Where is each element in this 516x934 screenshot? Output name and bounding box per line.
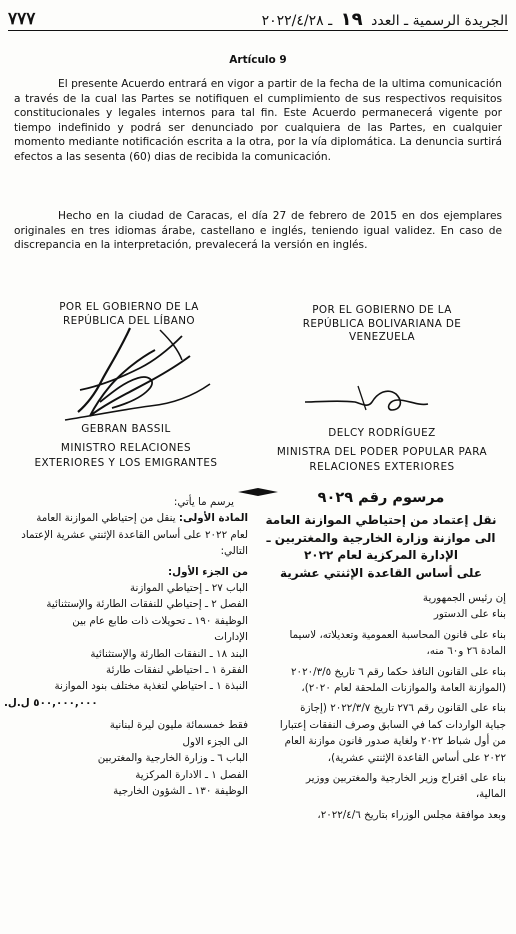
basis-line: بناء على اقتراح وزير الخارجية والمغتربين ووزير: [306, 772, 506, 785]
signatory-lebanon: [8, 422, 244, 471]
signatory-name: DELCY RODRÍGUEZ: [328, 427, 436, 439]
signatory-title: MINISTRO RELACIONES: [60, 442, 192, 454]
basis-line: المادة ٢٦ و٦٠ منه،: [426, 645, 506, 658]
article-paragraph: El presente Acuerdo entrará en vigor a partir de la fecha de la ultima comunicación a través de la cual las Partes se notifiquen el cumplimiento de sus respectivos requisitos constitucionales y legales internos para tal fin. Este Acuerdo permanecerá vigente por tiempo indefinido y podrá ser denunciado por cualquiera de las Partes, en cualquier momento mediante notificación escrita a la otra, por la vía diplomática. La denuncia surtirá efectos a las sesenta (60) dias de recibida la comunicación.: [14, 78, 502, 163]
page-header: [8, 8, 508, 31]
basis-line: ٢٠٢٢ على أساس القاعدة الإثنتي عشرية)،: [327, 751, 506, 764]
signatory-name: GEBRAN BASSIL: [81, 423, 171, 435]
president-line: إن رئيس الجمهورية: [422, 592, 506, 604]
signature-venezuela: [300, 380, 440, 420]
heading-line: POR EL GOBIERNO DE LA: [312, 304, 452, 316]
article-title: Artículo 9: [229, 54, 287, 66]
signatory-title: MINISTRA DEL PODER POPULAR PARA: [276, 446, 488, 458]
basis-line: من أول شباط ٢٠٢٢ ولغاية صدور قانون موازنة العام: [284, 735, 506, 748]
budget-line: البند ١٨ ـ النفقات الطارئة والإستثنائية: [90, 647, 248, 660]
basis-line: بناء على قانون المحاسبة العمومية وتعديلاته، لاسيما: [289, 628, 506, 641]
gazette-title: الجريدة الرسمية ـ العدد: [371, 12, 508, 29]
budget-line: الباب ٦ ـ وزارة الخارجية والمغتربين: [97, 752, 248, 765]
basis-line: جباية الواردات كما في السابق وصرف النفقات إعتبارا: [279, 718, 506, 731]
article-1-line: لعام ٢٠٢٢ على أساس القاعدة الإثنتي عشرية الإعتماد: [21, 528, 248, 541]
title-line: الى موازنة وزارة الخارجية والمغتربين ـ: [266, 530, 496, 545]
to-part-heading: الى الجزء الاول: [182, 735, 248, 748]
basis-line: بناء على القانون النافذ حكما رقم ٦ تاريخ ٢٠٢٠/٣/٥: [291, 665, 506, 678]
signature-lebanon: [60, 320, 230, 430]
issue-date: ـ ٢٠٢٢/٤/٢٨: [261, 12, 333, 29]
from-part-heading: من الجزء الأول:: [168, 565, 248, 578]
decrees-line: يرسم ما يأتي:: [173, 496, 234, 508]
heading-line: REPÚBLICA DEL LÍBANO: [62, 314, 195, 327]
budget-line: الفصل ٢ ـ إحتياطي للنفقات الطارئة والإستثنائية: [46, 598, 248, 611]
budget-line: النبذة ١ ـ احتياطي لتغذية مختلف بنود الموازنة: [54, 680, 248, 693]
title-line: نقل إعتماد من إحتياطي الموازنة العامة: [265, 513, 497, 527]
heading-line: VENEZUELA: [348, 331, 416, 343]
decree-title: [256, 512, 506, 582]
signatory-title: EXTERIORES Y LOS EMIGRANTES: [34, 457, 218, 469]
title-line: الإدارة المركزية لعام ٢٠٢٢: [303, 548, 459, 562]
basis-line: وبعد موافقة مجلس الوزراء بتاريخ ٢٠٢٢/٤/٦،: [317, 808, 506, 821]
article-1-label: المادة الأولى:: [178, 512, 248, 525]
decree-body: [4, 494, 248, 799]
article-1-text: ينقل من إحتياطي الموازنة العامة: [36, 512, 179, 525]
article-1-line: [4, 510, 248, 526]
decree-preamble: [256, 490, 506, 823]
basis-line: بناء على الدستور: [433, 608, 506, 621]
basis-line: (الموازنة العامة والموازنات الملحقة لعام ٢٠٢٠)،: [301, 682, 506, 695]
signatory-title: RELACIONES EXTERIORES: [309, 461, 455, 473]
amount-in-words: فقط خمسمائة مليون ليرة لبنانية: [109, 719, 248, 732]
basis-line: المالية،: [475, 788, 506, 801]
budget-line: الباب ٢٧ ـ إحتياطي الموازنة: [130, 582, 248, 595]
basis-line: بناء على القانون رقم ٢٧٦ تاريخ ٢٠٢٢/٣/٧ (إجازة: [300, 702, 506, 715]
budget-line: الفصل ١ ـ الادارة المركزية: [135, 768, 248, 781]
issue-number: ١٩: [340, 8, 363, 30]
budget-line: الوظيفة ١٩٠ ـ تحويلات ذات طابع عام بين: [72, 614, 248, 627]
article-1-line: التالي:: [220, 545, 248, 558]
transfer-amount: ٥٠٠,٠٠٠,٠٠٠ ل.ل.: [4, 696, 98, 709]
budget-line: الوظيفة ١٣٠ ـ الشؤون الخارجية: [113, 784, 248, 797]
signatory-venezuela: [256, 426, 508, 475]
decree-number: مرسوم رقم ٩٠٢٩: [317, 490, 445, 506]
signatory-venezuela-heading: [262, 304, 502, 345]
closing-paragraph: Hecho en la ciudad de Caracas, el día 27 de febrero de 2015 en dos ejemplares originales en tres idiomas árabe, castellano e inglés, teniendo igual validez. En caso de discrepancia en la interpretación, prevalecerá la versión en inglés.: [14, 210, 502, 252]
gazette-header: [262, 9, 508, 30]
heading-line: POR EL GOBIERNO DE LA: [59, 301, 199, 313]
title-line: على أساس القاعدة الإثنتي عشرية: [279, 565, 483, 580]
budget-line: الفقرة ١ ـ احتياطي لنفقات طارئة: [106, 664, 248, 677]
heading-line: REPÚBLICA BOLIVARIANA DE: [302, 317, 462, 330]
budget-line: الإدارات: [214, 631, 248, 644]
page-number: ٧٧٧: [8, 9, 36, 29]
